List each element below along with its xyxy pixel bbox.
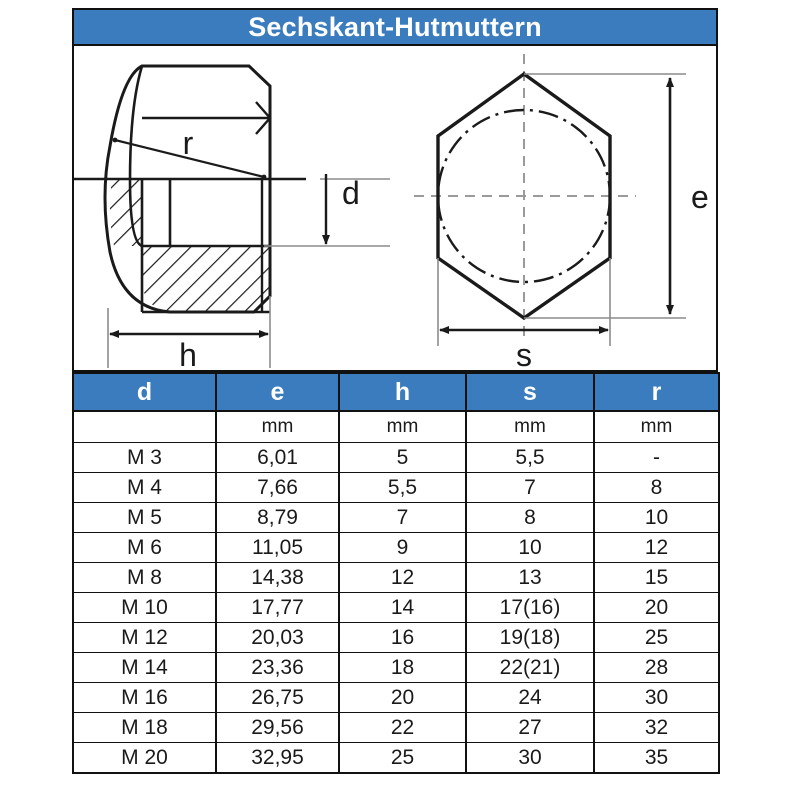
cell-h: 5,5 [339,473,466,503]
cell-s: 7 [466,473,594,503]
cell-r: - [594,443,719,473]
column-header-e: e [216,373,339,411]
cell-h: 9 [339,533,466,563]
cell-s: 24 [466,683,594,713]
unit-cell-s: mm [466,411,594,443]
title-bar [72,8,718,46]
unit-cell-h: mm [339,411,466,443]
cell-s: 8 [466,503,594,533]
cell-e: 17,77 [216,593,339,623]
cell-r: 12 [594,533,719,563]
table-row [73,623,719,653]
cell-h: 5 [339,443,466,473]
table-row [73,563,719,593]
cell-r: 20 [594,593,719,623]
table-units-row [73,411,719,443]
table-row [73,713,719,743]
cell-e: 29,56 [216,713,339,743]
table-row [73,743,719,774]
cell-h: 22 [339,713,466,743]
cell-s: 13 [466,563,594,593]
dimension-label-r: r [182,125,194,161]
cell-h: 12 [339,563,466,593]
cell-d: M 20 [73,743,216,774]
cell-d: M 14 [73,653,216,683]
cell-h: 18 [339,653,466,683]
cell-s: 17(16) [466,593,594,623]
cell-e: 23,36 [216,653,339,683]
unit-cell-r: mm [594,411,719,443]
cell-s: 10 [466,533,594,563]
specification-table [72,372,720,774]
cell-r: 25 [594,623,719,653]
column-header-r: r [594,373,719,411]
cell-d: M 8 [73,563,216,593]
unit-cell-e: mm [216,411,339,443]
cell-s: 27 [466,713,594,743]
cell-r: 32 [594,713,719,743]
cell-e: 26,75 [216,683,339,713]
table-row [73,443,719,473]
dimension-label-h: h [179,337,197,372]
column-header-s: s [466,373,594,411]
cell-r: 30 [594,683,719,713]
table-row [73,593,719,623]
table-header-row [73,373,719,411]
cell-s: 5,5 [466,443,594,473]
cell-e: 11,05 [216,533,339,563]
technical-drawing-svg [74,46,718,372]
cell-e: 20,03 [216,623,339,653]
cell-d: M 10 [73,593,216,623]
cell-e: 7,66 [216,473,339,503]
column-header-d: d [73,373,216,411]
dimension-label-d: d [342,175,360,211]
cell-r: 8 [594,473,719,503]
cell-d: M 5 [73,503,216,533]
unit-cell-d [73,411,216,443]
table-row [73,503,719,533]
cell-h: 7 [339,503,466,533]
table-row [73,473,719,503]
cell-s: 22(21) [466,653,594,683]
cell-r: 28 [594,653,719,683]
cell-d: M 3 [73,443,216,473]
dimension-label-s: s [516,337,532,372]
cell-e: 6,01 [216,443,339,473]
hex-cap-nut-section-view [74,66,390,372]
cell-d: M 4 [73,473,216,503]
hexagon-plan-view [414,54,709,372]
table-row [73,683,719,713]
cell-r: 15 [594,563,719,593]
technical-drawing-panel [72,46,718,372]
cell-d: M 16 [73,683,216,713]
cell-e: 8,79 [216,503,339,533]
column-header-h: h [339,373,466,411]
cell-r: 35 [594,743,719,774]
cell-h: 16 [339,623,466,653]
cell-h: 25 [339,743,466,774]
cell-h: 20 [339,683,466,713]
page-title: Sechskant-Hutmuttern [248,11,542,42]
cell-d: M 18 [73,713,216,743]
cell-s: 30 [466,743,594,774]
cell-e: 32,95 [216,743,339,774]
cell-d: M 12 [73,623,216,653]
cell-r: 10 [594,503,719,533]
cell-h: 14 [339,593,466,623]
dimension-label-e: e [691,179,709,215]
table-row [73,533,719,563]
cell-s: 19(18) [466,623,594,653]
cell-e: 14,38 [216,563,339,593]
cell-d: M 6 [73,533,216,563]
table-row [73,653,719,683]
